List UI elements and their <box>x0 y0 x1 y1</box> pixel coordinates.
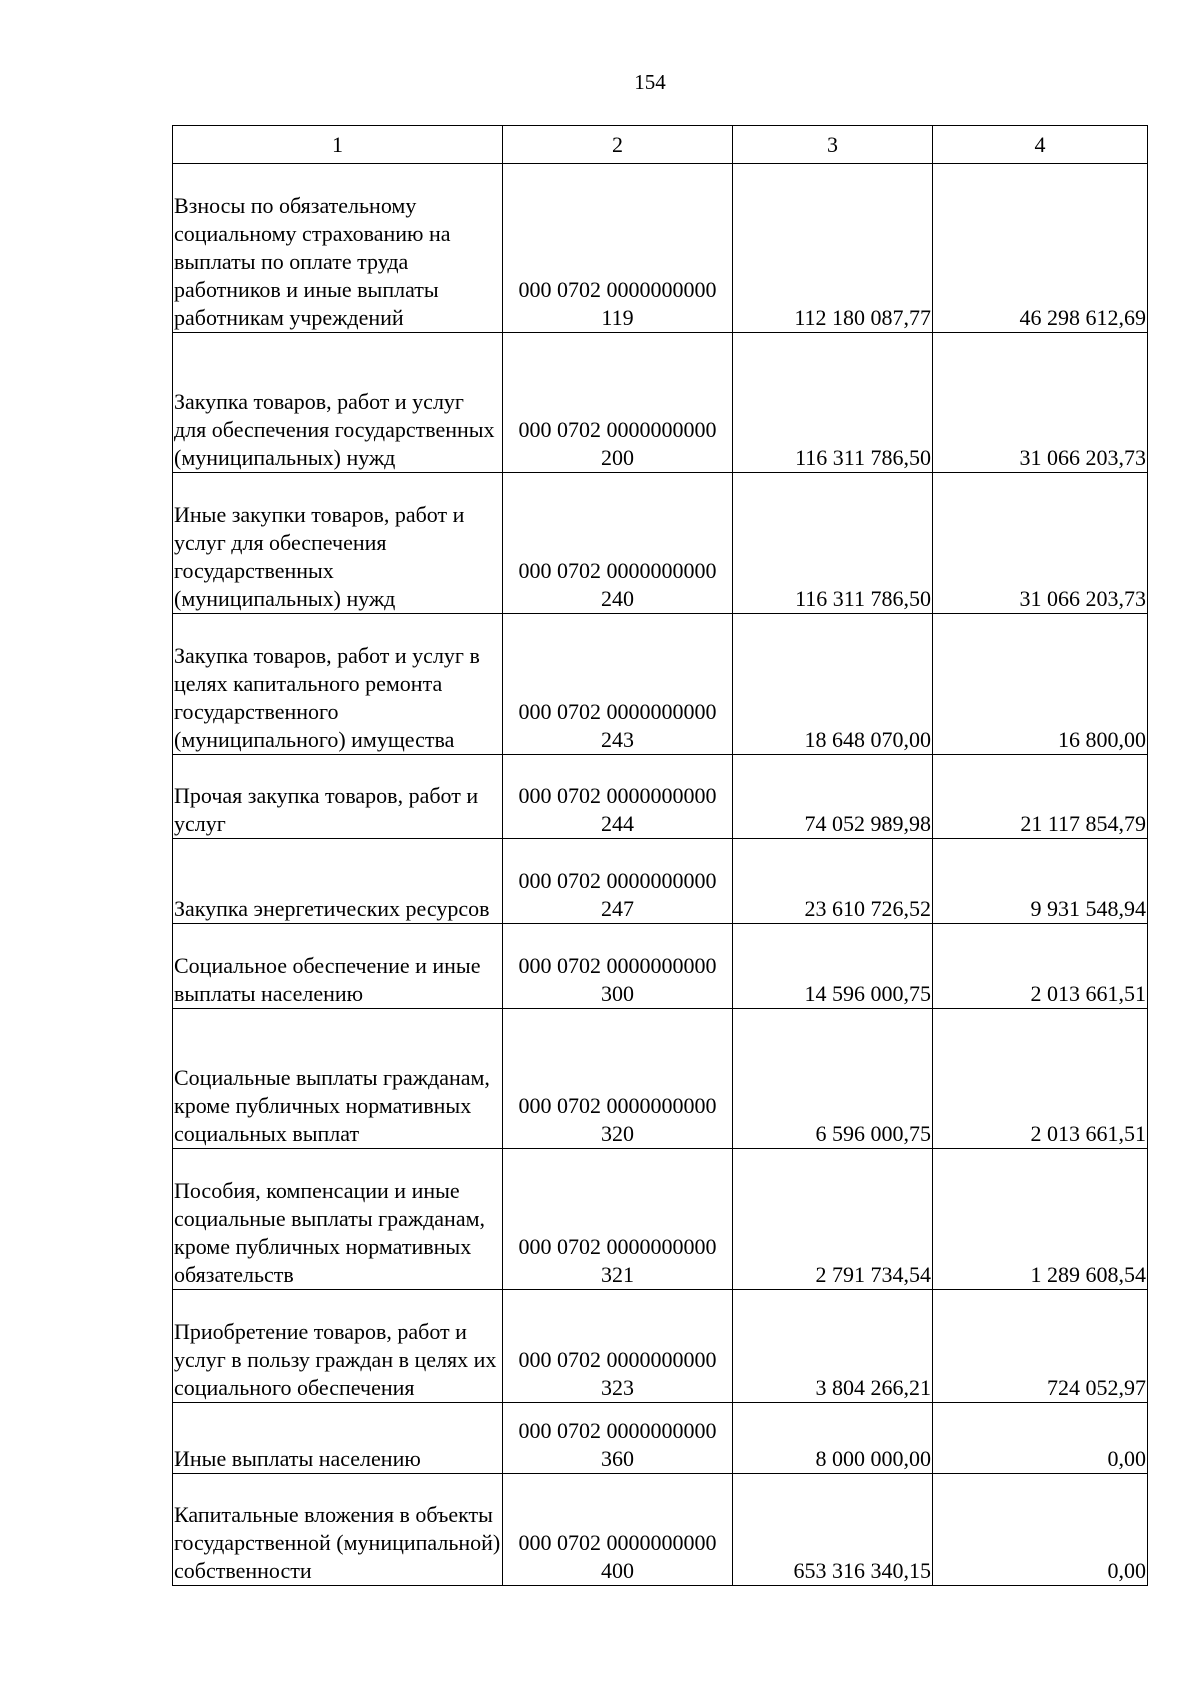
row-name: Социальное обеспечение и иные выплаты населению <box>173 924 503 1009</box>
table-row <box>173 1009 1148 1149</box>
table-row <box>173 614 1148 755</box>
row-value-col3: 112 180 087,77 <box>733 164 933 333</box>
row-value-col3: 2 791 734,54 <box>733 1149 933 1290</box>
row-name: Прочая закупка товаров, работ и услуг <box>173 755 503 839</box>
header-row <box>173 126 1148 164</box>
row-name: Приобретение товаров, работ и услуг в пользу граждан в целях их социального обеспечения <box>173 1290 503 1403</box>
row-name: Иные закупки товаров, работ и услуг для обеспечения государственных (муниципальных) нужд <box>173 473 503 614</box>
row-value-col4: 16 800,00 <box>933 614 1148 755</box>
row-name: Пособия, компенсации и иные социальные выплаты гражданам, кроме публичных нормативных обязательств <box>173 1149 503 1290</box>
row-value-col4: 1 289 608,54 <box>933 1149 1148 1290</box>
row-value-col4: 9 931 548,94 <box>933 839 1148 924</box>
table-row <box>173 839 1148 924</box>
row-name: Иные выплаты населению <box>173 1403 503 1474</box>
row-value-col3: 6 596 000,75 <box>733 1009 933 1149</box>
row-code: 000 0702 0000000000 321 <box>503 1149 733 1290</box>
row-code: 000 0702 0000000000 244 <box>503 755 733 839</box>
table-row <box>173 1149 1148 1290</box>
row-value-col4: 31 066 203,73 <box>933 473 1148 614</box>
table-row <box>173 473 1148 614</box>
row-value-col4: 724 052,97 <box>933 1290 1148 1403</box>
row-value-col4: 2 013 661,51 <box>933 1009 1148 1149</box>
row-value-col4: 0,00 <box>933 1474 1148 1586</box>
row-code: 000 0702 0000000000 300 <box>503 924 733 1009</box>
table-row <box>173 1474 1148 1586</box>
table-row <box>173 1290 1148 1403</box>
budget-table <box>172 125 1148 1586</box>
header-col-3: 3 <box>733 126 933 164</box>
row-value-col3: 74 052 989,98 <box>733 755 933 839</box>
row-value-col3: 18 648 070,00 <box>733 614 933 755</box>
row-code: 000 0702 0000000000 243 <box>503 614 733 755</box>
row-value-col3: 116 311 786,50 <box>733 333 933 473</box>
row-code: 000 0702 0000000000 360 <box>503 1403 733 1474</box>
row-value-col4: 0,00 <box>933 1403 1148 1474</box>
row-code: 000 0702 0000000000 200 <box>503 333 733 473</box>
row-value-col4: 46 298 612,69 <box>933 164 1148 333</box>
row-code: 000 0702 0000000000 320 <box>503 1009 733 1149</box>
row-name: Социальные выплаты гражданам, кроме публичных нормативных социальных выплат <box>173 1009 503 1149</box>
header-col-2: 2 <box>503 126 733 164</box>
header-col-4: 4 <box>933 126 1148 164</box>
row-name: Взносы по обязательному социальному страхованию на выплаты по оплате труда работников и иные выплаты работникам учреждений <box>173 164 503 333</box>
row-value-col3: 653 316 340,15 <box>733 1474 933 1586</box>
row-value-col3: 8 000 000,00 <box>733 1403 933 1474</box>
table-row <box>173 924 1148 1009</box>
row-code: 000 0702 0000000000 119 <box>503 164 733 333</box>
row-code: 000 0702 0000000000 240 <box>503 473 733 614</box>
row-value-col4: 31 066 203,73 <box>933 333 1148 473</box>
page-number: 154 <box>634 70 666 94</box>
row-value-col3: 116 311 786,50 <box>733 473 933 614</box>
row-value-col4: 21 117 854,79 <box>933 755 1148 839</box>
table-row <box>173 755 1148 839</box>
row-code: 000 0702 0000000000 400 <box>503 1474 733 1586</box>
table-row <box>173 164 1148 333</box>
table-row <box>173 333 1148 473</box>
row-name: Закупка энергетических ресурсов <box>173 839 503 924</box>
row-value-col3: 23 610 726,52 <box>733 839 933 924</box>
row-name: Капитальные вложения в объекты государственной (муниципальной) собственности <box>173 1474 503 1586</box>
row-code: 000 0702 0000000000 323 <box>503 1290 733 1403</box>
row-name: Закупка товаров, работ и услуг для обеспечения государственных (муниципальных) нужд <box>173 333 503 473</box>
header-col-1: 1 <box>173 126 503 164</box>
row-name: Закупка товаров, работ и услуг в целях капитального ремонта государственного (муниципального) имущества <box>173 614 503 755</box>
table-row <box>173 1403 1148 1474</box>
row-code: 000 0702 0000000000 247 <box>503 839 733 924</box>
row-value-col4: 2 013 661,51 <box>933 924 1148 1009</box>
row-value-col3: 3 804 266,21 <box>733 1290 933 1403</box>
row-value-col3: 14 596 000,75 <box>733 924 933 1009</box>
